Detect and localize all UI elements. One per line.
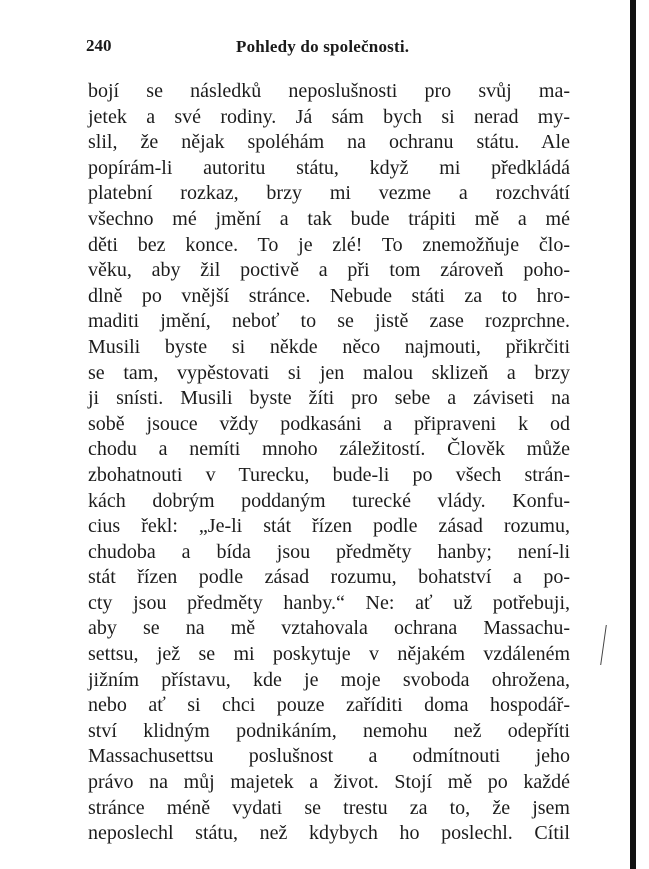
text-line: ství klidným podnikáním, nemohu než odepříti xyxy=(88,719,570,742)
text-line: chudoba a bída jsou předměty hanby; není-li xyxy=(88,540,570,563)
text-line: zbohatnouti v Turecku, bude-li po všech strán- xyxy=(88,463,570,486)
text-line: bojí se následků neposlušnosti pro svůj ma- xyxy=(88,80,570,102)
text-line: kách dobrým poddaným turecké vlády. Konfu- xyxy=(88,489,570,512)
text-line: cty jsou předměty hanby.“ Ne: ať už potřebuji, xyxy=(88,591,570,614)
text-line: věku, aby žil poctivě a při tom zároveň poho- xyxy=(88,259,570,282)
text-line: se tam, vypěstovati si jen malou sklizeň a brzy xyxy=(88,361,570,384)
text-line: stát řízen podle zásad rozumu, bohatství a po- xyxy=(88,566,570,589)
body-text xyxy=(88,79,570,847)
text-line: nebo ať si chci pouze zaříditi doma hospodář- xyxy=(88,694,570,717)
page-header xyxy=(84,36,574,66)
margin-pencil-mark xyxy=(600,625,613,665)
text-line: settsu, jež se mi poskytuje v nějakém vzdáleném xyxy=(88,643,570,666)
running-title: Pohledy do společnosti. xyxy=(236,37,410,56)
text-line: popírám-li autoritu státu, když mi předkládá xyxy=(88,156,570,179)
text-line: cius řekl: „Je-li stát řízen podle zásad rozumu, xyxy=(88,515,570,538)
text-line: neposlechl státu, než kdybych ho poslechl. Cítil xyxy=(88,822,570,845)
text-line: slil, že nějak spoléhám na ochranu státu. Ale xyxy=(88,131,570,154)
text-line: stránce méně vydati se trestu za to, že jsem xyxy=(88,796,570,819)
text-line: jetek a své rodiny. Já sám bych si nerad my- xyxy=(88,105,570,128)
text-line: chodu a nemíti mnoho záležitostí. Člověk může xyxy=(88,438,570,461)
text-line: ji snísti. Musili byste žíti pro sebe a záviseti na xyxy=(88,387,570,410)
page-number: 240 xyxy=(86,36,112,55)
text-line: dlně po vnější stránce. Nebude státi za to hro- xyxy=(88,284,570,307)
page-edge-shadow xyxy=(630,0,636,869)
text-line: Massachusettsu poslušnost a odmítnouti jeho xyxy=(88,745,570,768)
text-line: děti bez konce. To je zlé! To znemožňuje člo- xyxy=(88,233,570,256)
text-line: sobě jsouce vždy podkasáni a připraveni k od xyxy=(88,412,570,435)
text-line: aby se na mě vztahovala ochrana Massachu- xyxy=(88,617,570,640)
text-line: Musili byste si někde něco najmouti, přikrčiti xyxy=(88,335,570,358)
text-line: platební rozkaz, brzy mi vezme a rozchvátí xyxy=(88,182,570,205)
text-line: maditi jmění, neboť to se jistě zase rozprchne. xyxy=(88,310,570,333)
text-line: všechno mé jmění a tak bude trápiti mě a mé xyxy=(88,207,570,230)
text-line: jižním přístavu, kde je moje svoboda ohrožena, xyxy=(88,668,570,691)
text-line: právo na můj majetek a život. Stojí mě po každé xyxy=(88,771,570,794)
